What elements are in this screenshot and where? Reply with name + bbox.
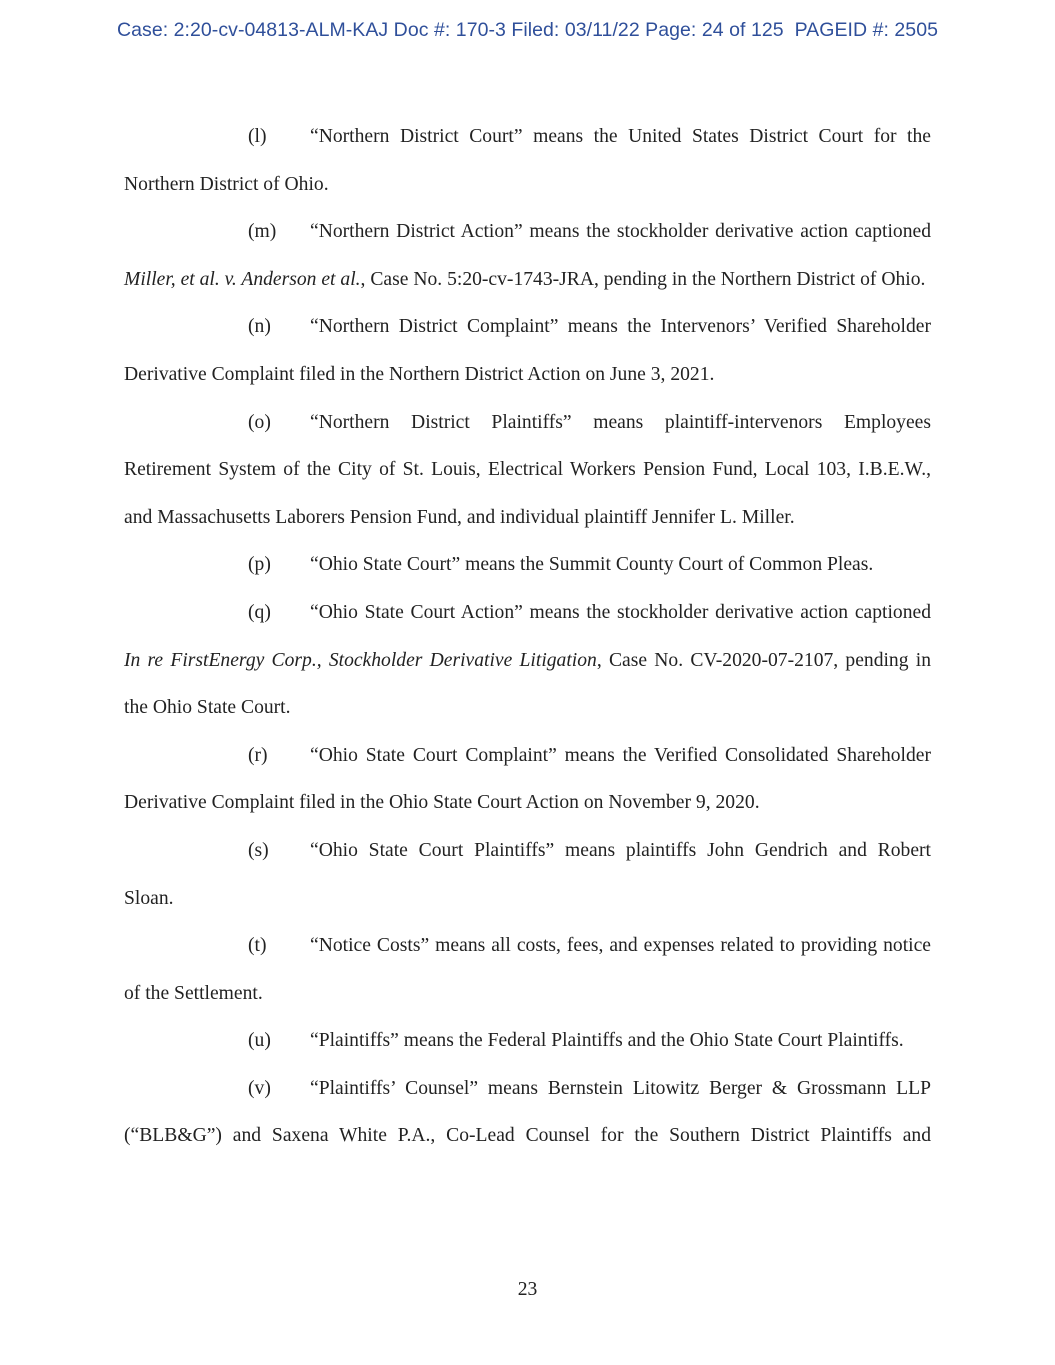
case-header: Case: 2:20-cv-04813-ALM-KAJ Doc #: 170-3 Filed: 03/11/22 Page: 24 of 125 PAGEID #: 2505	[117, 19, 938, 41]
paragraph-text: “Plaintiffs” means the Federal Plaintiffs and the Ohio State Court Plaintiffs.	[310, 1030, 904, 1052]
definition-paragraph-m	[124, 208, 931, 303]
paragraph-label: (u)	[248, 1030, 271, 1052]
paragraph-text: “Northern District Action” means the stockholder derivative action captioned	[310, 221, 931, 243]
definition-paragraph-s	[124, 827, 931, 922]
definition-paragraph-n	[124, 303, 931, 398]
definition-paragraph-p	[124, 541, 931, 589]
paragraph-label: (l)	[248, 126, 267, 147]
definition-paragraph-t	[124, 922, 931, 1017]
paragraph-label: (r)	[248, 744, 268, 766]
document-body	[124, 113, 931, 1160]
paragraph-label: (v)	[248, 1077, 271, 1099]
paragraph-text: “Ohio State Court Action” means the stockholder derivative action captioned	[310, 601, 931, 623]
definition-paragraph-u	[124, 1017, 931, 1065]
definition-paragraph-l	[124, 113, 931, 208]
page-number: 23	[517, 1279, 538, 1300]
case-caption-italic: In re FirstEnergy Corp., Stockholder Derivative Litigation	[124, 649, 597, 671]
paragraph-text-continued: , Case No. 5:20-cv-1743-JRA, pending in the Northern District of Ohio.	[360, 268, 926, 290]
definition-paragraph-v	[124, 1065, 931, 1160]
paragraph-text-continued: , Case No. CV-2020-07-2107, pending in the Ohio State Court.	[124, 649, 931, 719]
paragraph-text: “Northern District Complaint” means the Intervenors’ Verified Shareholder Derivative Complaint filed in the Northern District Action on June 3, 2021.	[124, 316, 931, 385]
paragraph-text: “Ohio State Court” means the Summit County Court of Common Pleas.	[310, 554, 874, 576]
definition-paragraph-q	[124, 589, 931, 732]
paragraph-label: (s)	[248, 839, 269, 861]
definition-paragraph-r	[124, 732, 931, 827]
paragraph-text: “Northern District Court” means the United States District Court for the Northern District of Ohio.	[124, 126, 931, 195]
paragraph-text: “Ohio State Court Plaintiffs” means plaintiffs John Gendrich and Robert Sloan.	[124, 839, 931, 909]
paragraph-label: (m)	[248, 221, 277, 243]
paragraph-label: (t)	[248, 935, 267, 957]
paragraph-label: (q)	[248, 601, 271, 623]
paragraph-label: (o)	[248, 411, 271, 433]
paragraph-label: (p)	[248, 554, 271, 576]
paragraph-label: (n)	[248, 316, 271, 338]
case-caption-italic: Miller, et al. v. Anderson et al.	[124, 268, 361, 290]
paragraph-text: “Plaintiffs’ Counsel” means Bernstein Litowitz Berger & Grossmann LLP (“BLB&G”) and Saxena White P.A., Co-Lead Counsel for the Southern District Plaintiffs and	[124, 1077, 931, 1147]
definition-paragraph-o	[124, 399, 931, 542]
paragraph-text: “Notice Costs” means all costs, fees, and expenses related to providing notice of the Settlement.	[124, 935, 931, 1004]
paragraph-text: “Ohio State Court Complaint” means the Verified Consolidated Shareholder Derivative Complaint filed in the Ohio State Court Action on November 9, 2020.	[124, 744, 931, 814]
paragraph-text: “Northern District Plaintiffs” means plaintiff-intervenors Employees Retirement System of the City of St. Louis, Electrical Workers Pension Fund, Local 103, I.B.E.W., and Massachusetts Laborers Pension Fund, and individual plaintiff Jennifer L. Miller.	[124, 411, 931, 528]
